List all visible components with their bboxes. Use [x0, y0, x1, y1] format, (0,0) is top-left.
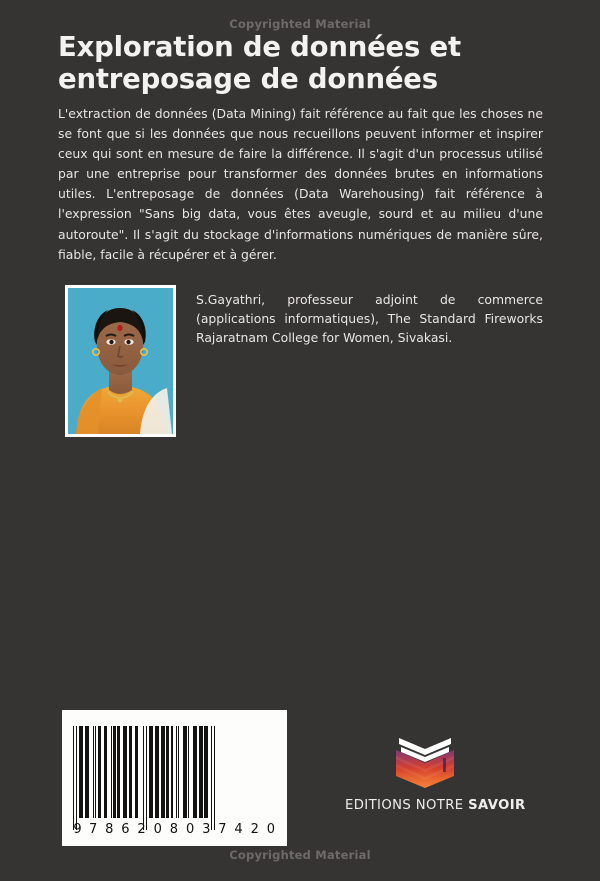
publisher-name-bold: SAVOIR [468, 798, 526, 813]
publisher-name [345, 798, 526, 813]
book-description: L'extraction de données (Data Mining) fait référence au fait que les choses ne se font que si les données que nous recueillons peuvent informer et inspirer ceux qui sont en mesure de faire la différence. Il s'agit d'un processus utilisé par une entreprise pour transformer des données brutes en informations utiles. L'entreposage de données (Data Warehousing) fait référence à l'expression "Sans big data, vous êtes aveugle, sourd et au milieu d'une autoroute". Il s'agit du stockage d'informations numériques de manière sûre, fiable, facile à récupérer et à gérer. [58, 106, 543, 262]
barcode-left-group [85, 822, 182, 837]
barcode-bar [214, 726, 215, 830]
author-photo [65, 285, 176, 437]
barcode-digit: 0 [185, 822, 195, 837]
barcode-digit: 6 [121, 822, 130, 837]
author-portrait-image [68, 288, 173, 434]
publisher-name-light: EDITIONS NOTRE [345, 798, 464, 813]
barcode-digit: 0 [266, 822, 275, 837]
barcode-digit: 2 [137, 822, 146, 837]
book-mark-svg [393, 736, 457, 788]
barcode-digit: 4 [234, 822, 243, 837]
author-bio: S.Gayathri, professeur adjoint de commerce (applications informatiques), The Standard Fireworks Rajaratnam College for Women, Sivakasi. [196, 292, 543, 345]
barcode-digit: 2 [250, 822, 259, 837]
portrait-illustration [68, 288, 173, 434]
copyrighted-material-watermark-top: Copyrighted Material [229, 17, 371, 31]
barcode-digit: 3 [202, 822, 211, 837]
barcode-bars [73, 726, 276, 818]
isbn-barcode [62, 710, 287, 846]
page-title: Exploration de données et entreposage de données [58, 31, 461, 96]
barcode-digit: 7 [218, 822, 227, 837]
publisher-logo [345, 736, 526, 813]
barcode-digit: 7 [88, 822, 98, 837]
barcode-digit: 8 [169, 822, 178, 837]
barcode-digit: 8 [105, 822, 114, 837]
copyrighted-material-watermark-bottom: Copyrighted Material [229, 848, 371, 862]
barcode-digit: 0 [153, 822, 162, 837]
barcode-digits [70, 822, 279, 837]
open-book-logo-icon [345, 736, 505, 792]
barcode-lead-digit: 9 [73, 822, 82, 837]
barcode-right-group [182, 822, 279, 837]
